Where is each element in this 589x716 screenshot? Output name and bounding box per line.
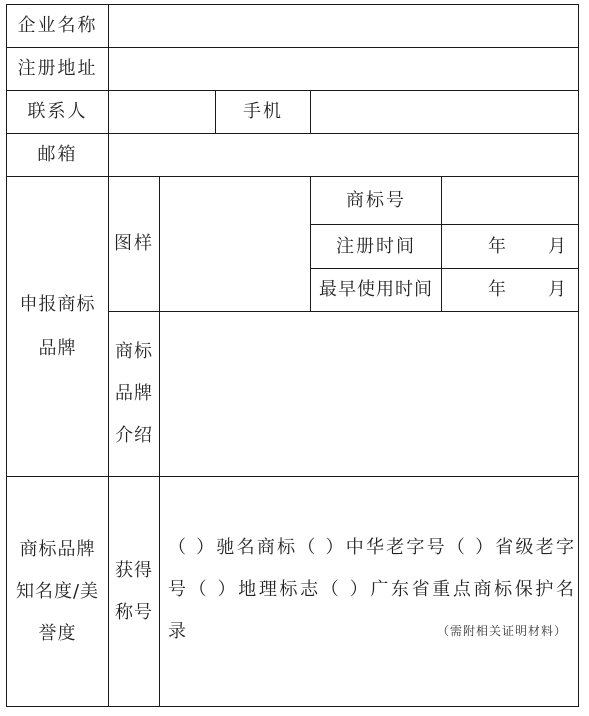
email-field[interactable] [109, 134, 578, 176]
declared-brand-label-line1: 申报商标 [19, 293, 96, 315]
form-border-right [578, 4, 579, 707]
email-label: 邮箱 [37, 144, 78, 166]
company-name-field[interactable] [109, 5, 578, 47]
brand-reputation-label-line3: 誉度 [38, 622, 77, 644]
brand-introduction-label-line2: 品牌 [115, 383, 153, 404]
brand-introduction-label-line1: 商标 [115, 341, 153, 362]
company-name-label: 企业名称 [17, 15, 98, 37]
contact-person-field[interactable] [109, 91, 215, 133]
earliest-use-time-field[interactable] [442, 269, 578, 311]
image-sample-label: 图样 [114, 233, 154, 255]
brand-reputation-label-line2: 知名度/美 [15, 580, 100, 602]
mobile-label: 手机 [243, 101, 283, 123]
honor-title-label-line2: 称号 [115, 601, 153, 623]
contact-person-label: 联系人 [27, 101, 88, 123]
mobile-field[interactable] [311, 91, 578, 133]
registered-address-field[interactable] [109, 48, 578, 90]
brand-introduction-label-line3: 介绍 [115, 425, 153, 446]
declared-brand-label [7, 177, 108, 476]
brand-reputation-label [7, 477, 108, 706]
declared-brand-label-line2: 品牌 [38, 337, 77, 359]
year-unit: 年 [488, 279, 508, 301]
honor-title-label [109, 477, 159, 706]
trademark-number-field[interactable] [442, 177, 578, 224]
brand-introduction-field[interactable] [160, 312, 578, 476]
registration-time-field[interactable] [442, 225, 578, 268]
honor-options-text[interactable]: （ ）驰名商标（ ）中华老字号（ ）省级老字号（ ）地理标志（ ）广东省重点商标保护名录 [168, 537, 576, 642]
earliest-use-time-label: 最早使用时间 [319, 279, 433, 301]
registered-address-label: 注册地址 [17, 58, 98, 80]
trademark-number-label: 商标号 [346, 189, 406, 211]
form-border-bottom [6, 706, 579, 707]
month-unit: 月 [548, 279, 568, 301]
attachment-note: （需附相关证明材料） [436, 624, 567, 638]
year-unit: 年 [488, 235, 508, 257]
month-unit: 月 [548, 235, 568, 257]
registration-time-label: 注册时间 [336, 235, 416, 257]
brand-reputation-label-line1: 商标品牌 [19, 538, 96, 560]
image-sample-field[interactable] [160, 177, 310, 311]
honor-title-label-line1: 获得 [115, 559, 153, 581]
brand-introduction-label [109, 312, 159, 476]
